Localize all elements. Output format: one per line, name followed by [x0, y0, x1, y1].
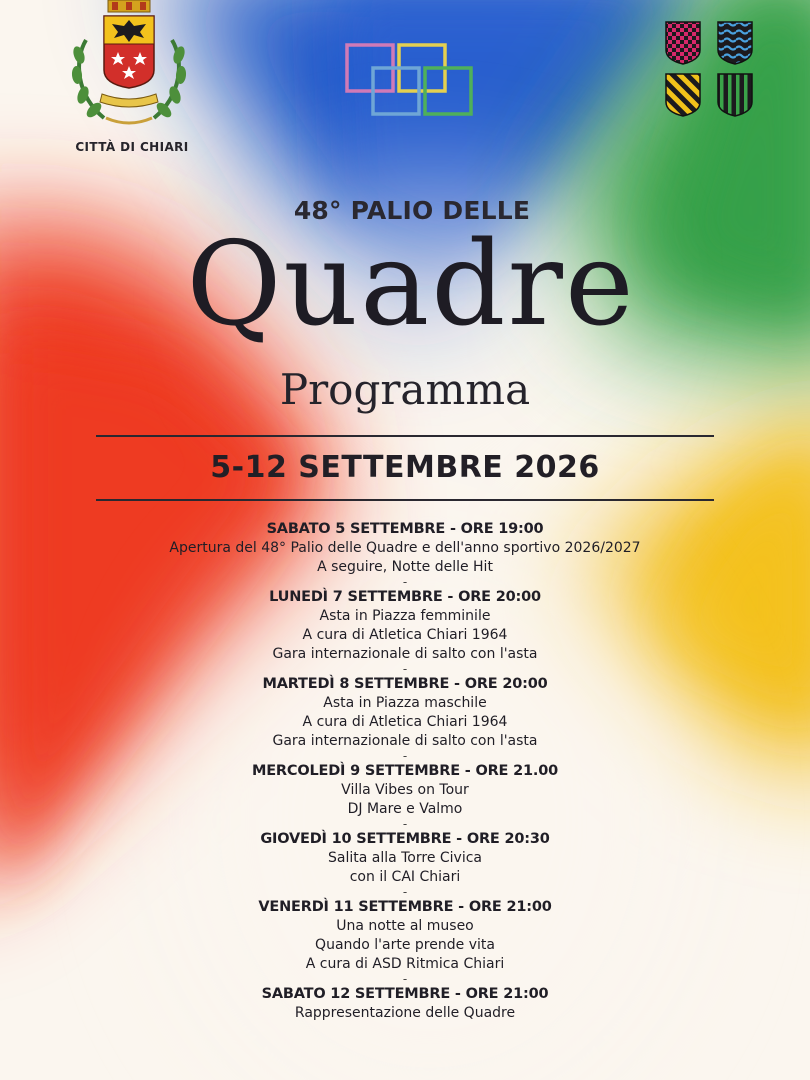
program-list	[0, 520, 810, 1023]
event-detail: Quando l'arte prende vita	[315, 937, 495, 953]
program-event	[0, 588, 810, 664]
program-event	[0, 675, 810, 751]
program-event	[0, 898, 810, 974]
edition-heading: 48° PALIO DELLE	[293, 196, 531, 225]
event-detail: DJ Mare e Valmo	[347, 801, 463, 817]
event-separator: -	[402, 885, 408, 899]
event-heading: MERCOLEDÌ 9 SETTEMBRE - ORE 21.00	[252, 763, 558, 779]
event-detail: Gara internazionale di salto con l'asta	[272, 733, 538, 749]
event-heading: LUNEDÌ 7 SETTEMBRE - ORE 20:00	[269, 589, 541, 605]
event-separator: -	[402, 662, 408, 676]
event-heading: MARTEDÌ 8 SETTEMBRE - ORE 20:00	[262, 676, 548, 692]
event-detail: con il CAI Chiari	[349, 869, 461, 885]
event-title: Quadre	[186, 217, 636, 352]
event-detail: A cura di ASD Ritmica Chiari	[305, 956, 505, 972]
program-event	[0, 762, 810, 819]
event-detail: A seguire, Notte delle Hit	[317, 559, 493, 575]
event-detail: Una notte al museo	[336, 918, 474, 934]
city-name-label: CITTÀ DI CHIARI	[75, 140, 189, 154]
event-detail: A cura di Atletica Chiari 1964	[302, 714, 508, 730]
event-separator: -	[402, 749, 408, 763]
bottom-divider	[96, 499, 714, 501]
city-coat-of-arms-icon	[66, 0, 192, 136]
event-heading: SABATO 5 SETTEMBRE - ORE 19:00	[266, 521, 544, 537]
event-separator: -	[402, 575, 408, 589]
event-detail: Rappresentazione delle Quadre	[294, 1005, 516, 1021]
program-subtitle: Programma	[279, 365, 531, 414]
event-detail: Villa Vibes on Tour	[341, 782, 469, 798]
quadre-shields-icon	[664, 20, 756, 118]
event-detail: Asta in Piazza maschile	[323, 695, 487, 711]
event-detail: Salita alla Torre Civica	[327, 850, 483, 866]
program-event	[0, 830, 810, 887]
program-event	[0, 520, 810, 577]
top-divider	[96, 435, 714, 437]
event-detail: A cura di Atletica Chiari 1964	[302, 627, 508, 643]
palio-logo-icon	[345, 40, 475, 120]
event-heading: SABATO 12 SETTEMBRE - ORE 21:00	[261, 986, 549, 1002]
event-separator: -	[402, 972, 408, 986]
event-separator: -	[402, 817, 408, 831]
event-detail: Asta in Piazza femminile	[319, 608, 491, 624]
event-heading: GIOVEDÌ 10 SETTEMBRE - ORE 20:30	[260, 831, 550, 847]
event-detail: Apertura del 48° Palio delle Quadre e dell'anno sportivo 2026/2027	[169, 540, 641, 556]
program-event	[0, 985, 810, 1023]
event-detail: Gara internazionale di salto con l'asta	[272, 646, 538, 662]
event-heading: VENERDÌ 11 SETTEMBRE - ORE 21:00	[258, 899, 552, 915]
event-dates: 5-12 SETTEMBRE 2026	[210, 450, 600, 485]
